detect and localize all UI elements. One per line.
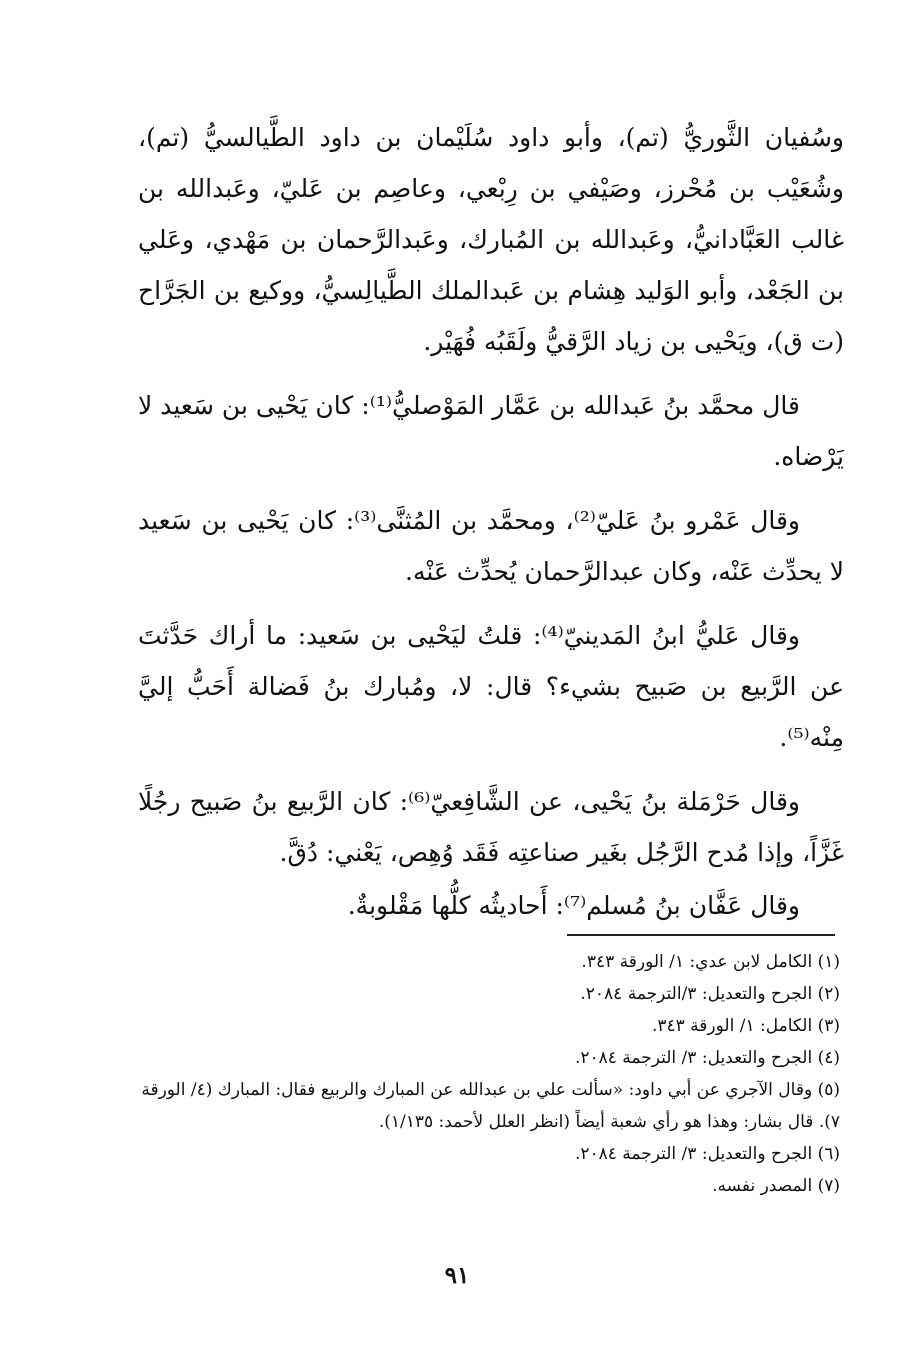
- footnote-item: (٧) المصدر نفسه.: [712, 1176, 840, 1196]
- paragraph-madini-quote: وقال عَليُّ ابنُ المَدينيّ⁽⁴⁾: قلتُ ليَحْيى بن سَعيد: ما أراك حَدَّثتَ عن الرَّبيع بن صَبيح بشيء؟ قال: لا، ومُبارك بنُ فَضالة أَحَبُّ إليَّ مِنْه⁽⁵⁾.: [138, 621, 844, 752]
- footnote-separator: [567, 934, 835, 936]
- footnote-item: (٤) الجرح والتعديل: ٣/ الترجمة ٢٠٨٤.: [574, 1048, 840, 1068]
- footnote-item: (٥) وقال الآجري عن أبي داود: «سألت علي بن عبدالله عن المبارك والربيع فقال: المبارك (٤/ الورقة ٧). قال بشار: وهذا هو رأي شعبة أيضاً (انظر العلل لأحمد: ١/١٣٥).: [141, 1080, 840, 1132]
- footnote-item: (٦) الجرح والتعديل: ٣/ الترجمة ٢٠٨٤.: [574, 1144, 840, 1164]
- footnote-item: (١) الكامل لابن عدي: ١/ الورقة ٣٤٣.: [581, 952, 840, 972]
- main-text: [138, 112, 844, 931]
- paragraph-narrators-list: وسُفيان الثَّوريُّ (تم)، وأبو داود سُلَيْمان بن داود الطَّيالسيُّ (تم)، وشُعَيْب بن مُحْرز، وصَيْفي بن رِبْعي، وعاصِم بن عَليّ، وعَبدالله بن غالب العَبَّادانيُّ، وعَبدالله بن المُبارك، وعَبدالرَّحمان بن مَهْدي، وعَلي بن الجَعْد، وأبو الوَليد هِشام بن عَبدالملك الطَّيالِسيُّ، ووكيع بن الجَرَّاح (ت ق)، ويَحْيى بن زياد الرَّقيُّ ولَقَبُه فُهَيْر.: [138, 123, 844, 356]
- paragraph-amr-quote: وقال عَمْرو بنُ عَليّ⁽²⁾، ومحمَّد بن المُثنَّى⁽³⁾: كان يَحْيى بن سَعيد لا يحدِّث عَنْه، وكان عبدالرَّحمان يُحدِّث عَنْه.: [138, 506, 844, 586]
- footnotes-list: [138, 946, 840, 1202]
- page-number: ٩١: [444, 1262, 470, 1289]
- paragraph-shafii-quote: وقال حَرْمَلة بنُ يَحْيى، عن الشَّافِعيّ⁽⁶⁾: كان الرَّبيع بنُ صَبيح رجُلًا غَزَّاً، وإذا مُدح الرَّجُل بغَير صناعتِه فَقَد وُهِص، يَعْني: دُقَّ.: [138, 787, 844, 867]
- footnote-item: (٣) الكامل: ١/ الورقة ٣٤٣.: [651, 1016, 840, 1036]
- paragraph-mosuli-quote: قال محمَّد بنُ عَبدالله بن عَمَّار المَوْصليُّ⁽¹⁾: كان يَحْيى بن سَعيد لا يَرْضاه.: [138, 391, 844, 471]
- footnote-item: (٢) الجرح والتعديل: ٣/الترجمة ٢٠٨٤.: [580, 984, 840, 1004]
- paragraph-affan-quote: وقال عَفَّان بنُ مُسلم⁽⁷⁾: أَحاديثُه كلُّها مَقْلوبةٌ.: [347, 891, 800, 920]
